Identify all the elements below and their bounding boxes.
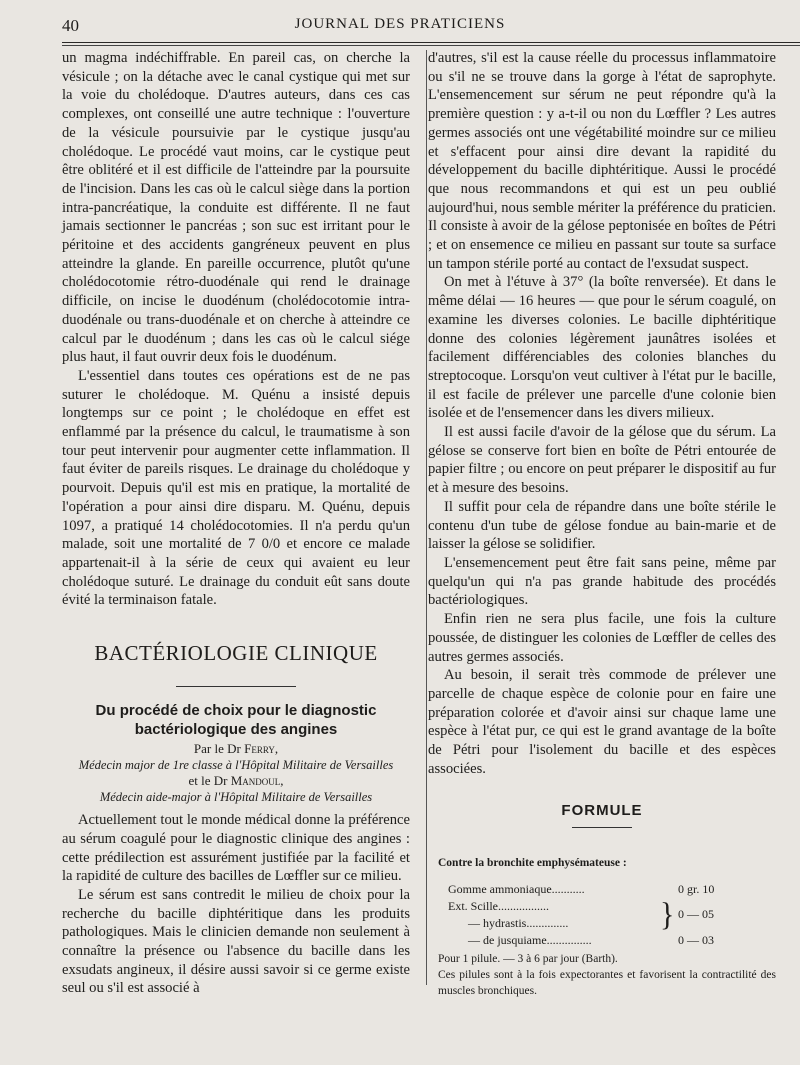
formule-note: Ces pilules sont à la fois expectorantes et favorisent la contractilité des muscles bronchiques. — [438, 968, 776, 997]
page-number: 40 — [62, 16, 79, 35]
author-role: Médecin major de 1re classe à l'Hôpital Militaire de Versailles — [78, 757, 394, 772]
paragraph: Le sérum est sans contredit le milieu de choix pour la recherche du bacille diphtéritique dans les produits pathologiques. Mais le clinicien demande non seulement à connaître la présence ou l'absence du bacille dans les exsudats angineux, il désire aussi savoir si ce germe existe seul ou s'il est associé à — [62, 886, 410, 997]
paragraph: L'ensemencement peut être fait sans peine, même par quelqu'un qui n'a pas grande habitude des procédés bactériologiques. — [428, 554, 776, 609]
header-rule-thin — [62, 45, 800, 46]
prescription-row — [428, 915, 776, 932]
quantity: 0 — 05 — [678, 906, 714, 921]
left-column — [62, 49, 410, 998]
prescription-row — [428, 932, 776, 949]
byline — [62, 741, 410, 805]
posology: Pour 1 pilule. — 3 à 6 par jour (Barth). — [438, 952, 618, 965]
byline-prefix: Par le Dr — [193, 741, 241, 757]
paragraph: Au besoin, il serait très commode de prélever une parcelle de chaque espèce de colonie pour en faire une préparation colorée et d'avoir ainsi sur chaque lame une espèce à l'état pur, ce qui est le grand avantage de la boîte de Pétri pour l'isolement du bacille et des espèces associées. — [428, 667, 776, 777]
byline-prefix: et le Dr — [188, 773, 228, 789]
section-title: BACTÉRIOLOGIE CLINIQUE — [94, 641, 378, 666]
right-column — [428, 49, 776, 999]
author-name: Mandoul, — [230, 773, 284, 789]
prescription-row — [428, 881, 776, 898]
brace-symbol: } — [660, 896, 675, 933]
paragraph: Il est aussi facile d'avoir de la gélose que du sérum. La gélose se conserve fort bien en boîte de Pétri entourée de papier filtre ; ou encore on peut préparer le dispositif au fur et à mesure des besoins. — [428, 424, 776, 497]
paragraph: Enfin rien ne sera plus facile, une fois la culture poussée, de distinguer les colonies de Lœffler de celles des autres germes associés. — [428, 611, 776, 665]
running-head: JOURNAL DES PRATICIENS — [294, 16, 506, 32]
author-role: Médecin aide-major à l'Hôpital Militaire de Versailles — [99, 789, 373, 804]
paragraph: un magma indéchiffrable. En pareil cas, on cherche la vésicule ; on la détache avec le canal cystique qui met sur la voie du cholédoque. D'autres auteurs, dans ces cas complexes, ont conseillé une autre technique : l'ouverture de la vésicule poursuivie par le cystique jusqu'au cholédoque. Le procédé vaut moins, car le cystique peut être oblitéré et il est difficile de l'atteindre par la poursuite de l'incision. Dans les cas où le calcul siège dans la portion intra-pancréatique, la conduite est différente. Il ne faut jamais sectionner le pancréas ; son suc est irritant pour le péritoine et des accidents gangréneux peuvent en plus atteindre la glande. En pareille occurrence, plutôt qu'une cholédocotomie rétro-duodénale qui rend le drainage difficile, on incise le duodénum (cholédocotomie intra-duodénale ou trans-duodénale et on cherche à atteindre ce calcul par le duodénum ; dans les cas où le calcul siége plus haut, il faut ouvrir deux fois le duodénum. — [62, 50, 410, 366]
paragraph: d'autres, s'il est la cause réelle du processus inflammatoire ou s'il ne se trouve dans la gorge à l'état de saprophyte. L'ensemencement sur sérum ne peut répondre qu'à la première question : y a-t-il ou non du Lœffler ? Les autres germes associés ont une végétabilité moindre sur ce milieu et s'effacent pour ainsi dire devant la rapidité du développement du bacille diphtéritique. Aussi le procédé que nous recommandons et qui est un peu oublié aujourd'hui, nous semble mériter la préférence du praticien. Il consiste à avoir de la gélose peptonisée en boîtes de Pétri ; et on ensemence ce milieu en passant sur toute sa surface un tampon stérile porté au contact de l'exsudat suspect. — [428, 50, 776, 272]
formule-title: FORMULE — [561, 802, 643, 820]
article-title-line: bactériologique des angines — [134, 721, 338, 739]
paragraph: Il suffit pour cela de répandre dans une boîte stérile le contenu d'un tube de gélose fondue au bain-marie et de laisser la gélose se solidifier. — [428, 498, 776, 553]
author-name: Ferry, — [244, 741, 279, 757]
quantity: 0 — 03 — [678, 932, 714, 947]
header-rule — [62, 42, 800, 43]
formule-rule — [572, 827, 632, 828]
formule-box — [428, 802, 776, 828]
column-divider — [426, 50, 427, 985]
ingredient: — hydrastis.............. — [468, 915, 569, 930]
ingredient: Ext. Scille................. — [448, 898, 549, 913]
ingredient: — de jusquiame............... — [468, 932, 592, 947]
ingredient: Gomme ammoniaque........... — [448, 881, 585, 896]
article-title-line: Du procédé de choix pour le diagnostic — [95, 702, 377, 720]
paragraph: Actuellement tout le monde médical donne la préférence au sérum coagulé pour le diagnostic clinique des angines : cette prédilection est assurément justifiée par la facilité et la rapidité de culture des bacilles de Lœffler sur ce milieu. — [62, 812, 410, 885]
article-title — [62, 701, 410, 739]
paragraph: On met à l'étuve à 37° (la boîte renversée). Et dans le même délai — 16 heures — que pour le sérum coagulé, on examine les diverses colonies. Le bacille diphtéritique donne des colonies légèrement jaunâtres isolées et facilement différenciables des colonies blanches du streptocoque. Lorsqu'on veut cultiver à l'état pur le bacille, il est facile de prélever une parcelle d'une colonie bien isolée et de l'ensemencer dans les divers milieux. — [428, 274, 776, 422]
paragraph: L'essentiel dans toutes ces opérations est de ne pas suturer le cholédoque. M. Quénu a insisté depuis longtemps sur ce point ; le cholédoque en effet est enflammé par la présence du calcul, le traumatisme à son tour peut intervenir pour augmenter cette inflammation. Il faut éviter de pareils risques. Le drainage du cholédoque y pourvoit. Depuis qu'il est mis en pratique, la mortalité de l'opération a pour ainsi dire disparu. M. Quénu, depuis 1097, a pratiqué 14 cholédocotomies. Il n'a perdu qu'un malade, soit une mortalité de 7 0/0 et encore ce malade appartenait-il à la série de ceux qui avaient eu leur cholédoque suturé. Le drainage du conduit eût sans doute évité la terminaison fatale. — [62, 367, 410, 609]
quantity: 0 gr. 10 — [678, 881, 715, 896]
prescription — [428, 881, 776, 949]
section-rule — [176, 686, 296, 687]
formule-heading: Contre la bronchite emphysémateuse : — [438, 857, 627, 870]
